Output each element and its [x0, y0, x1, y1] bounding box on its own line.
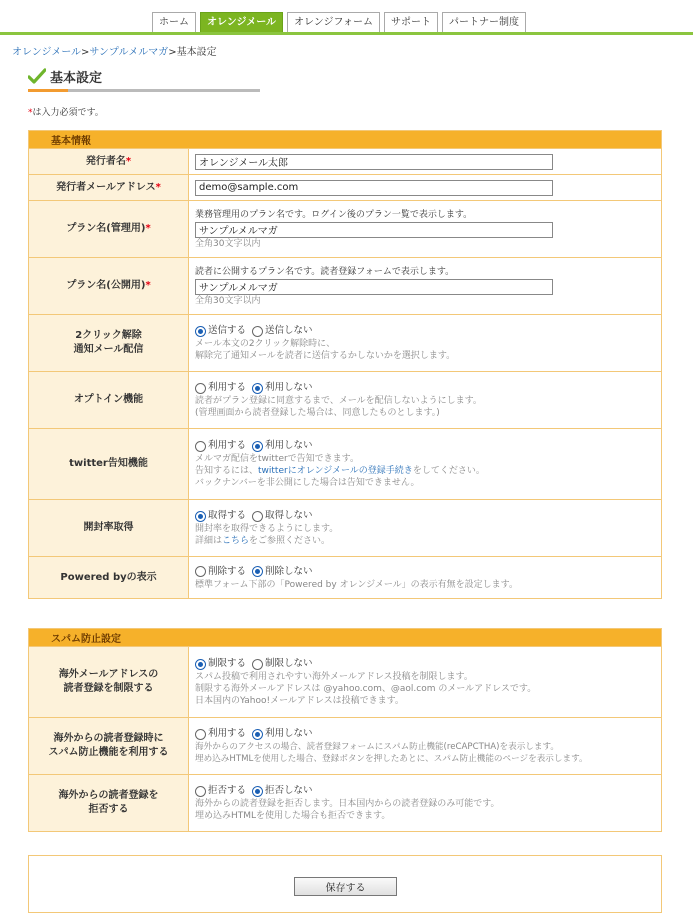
powered-delete-radio[interactable]: 削除する [195, 565, 246, 579]
plan-public-desc: 読者に公開するプラン名です。読者登録フォームで表示します。 [195, 266, 455, 277]
openrate-noget-radio[interactable]: 取得しない [252, 509, 313, 523]
overseas-noreject-radio[interactable]: 拒否しない [252, 784, 313, 798]
openrate-detail-link[interactable]: こちら [222, 536, 250, 546]
plan-public-hint: 全角30文字以内 [195, 295, 261, 306]
page-heading [28, 67, 260, 92]
twitter-nouse-radio[interactable]: 利用しない [252, 439, 313, 453]
nav-divider [0, 32, 693, 35]
breadcrumb-orange-mail[interactable]: オレンジメール [12, 47, 81, 58]
heading-underline [28, 89, 260, 92]
label-twoclick: 2クリック解除 通知メール配信 [29, 315, 189, 372]
twoclick-nosend-radio[interactable]: 送信しない [252, 324, 313, 338]
nav-tab-home[interactable]: ホーム [152, 12, 196, 32]
plan-admin-hint: 全角30文字以内 [195, 238, 261, 249]
breadcrumb-current: 基本設定 [176, 47, 217, 58]
required-mark: * [28, 108, 33, 118]
plan-public-input[interactable] [195, 279, 553, 295]
breadcrumb-separator: > [81, 47, 90, 58]
nav-tab-orange-form[interactable]: オレンジフォーム [287, 12, 380, 32]
required-note: *は入力必須です。 [28, 108, 104, 118]
top-nav [152, 12, 530, 32]
optin-nouse-radio[interactable]: 利用しない [252, 381, 313, 395]
plan-admin-desc: 業務管理用のプラン名です。ログイン後のプラン一覧で表示します。 [195, 209, 473, 220]
breadcrumb-separator: > [168, 47, 177, 58]
basic-info-table: 基本情報 発行者名* オレンジメール太郎 発行者メールアドレス* demo@sample.com プラン名(管理用)* 業務管理用のプラン名です。ログイン後のプラン一覧で表示します。 サンプルメルマガ 全角30文字以内 プラン名(公開用)* 読者に公開するプラン名です。読者登録フォームで表示します。 サンプルメルマガ 全角30文字以内 2クリック解除 通知メール配信 送信する 送信しない メール本文の2クリック解除時に、 解除完了通知メールを読者に送信するかしないかを選択します。 オプトイン機能 利用する 利用しない 読者がプラン登録に同意するまで、メールを配信しないようにします。 (管理画面から読者登録した場合は、同意したものとします。) twitter告知機能 利用する 利用しない メルマガ配信をtwitterで告知できます。 告知するには、twitterにオレンジメールの登録手続きをしてください。 バックナンバーを非公開にした場合は告知できません。 開封率取得 取得する 取得しない 開封率を取得できるようにします。 詳細はこちらをご参照ください。 Powered byの表示 削除する 削除しない 標準フォーム下部の「Powered by オレンジメール」の表示有無を設定します。 [28, 130, 662, 599]
optin-use-radio[interactable]: 利用する [195, 381, 246, 395]
section-title-spam: スパム防止設定 [29, 629, 662, 647]
overseas-addr-limit-radio[interactable]: 制限する [195, 657, 246, 671]
nav-tab-orange-mail[interactable]: オレンジメール [200, 12, 283, 32]
powered-nodelete-radio[interactable]: 削除しない [252, 565, 313, 579]
section-title-basic: 基本情報 [29, 131, 662, 149]
label-optin: オプトイン機能 [29, 372, 189, 429]
label-overseas-captcha: 海外からの読者登録時に スパム防止機能を利用する [29, 718, 189, 775]
nav-tab-partner[interactable]: パートナー制度 [442, 12, 526, 32]
save-area [28, 855, 662, 913]
publisher-name-input[interactable] [195, 154, 553, 170]
spam-settings-table: スパム防止設定 海外メールアドレスの 読者登録を制限する 制限する 制限しない スパム投稿で利用されやすい海外メールアドレス投稿を制限します。 制限する海外メールアドレスは @yahoo.com、@aol.com のメールアドレスです。 日本国内のYahoo!メールアドレスは投稿できます。 海外からの読者登録時に スパム防止機能を利用する 利用する 利用しない 海外からのアクセスの場合、読者登録フォームにスパム防止機能(reCAPCTHA)を表示します。 埋め込みHTMLを使用した場合、登録ボタンを押したあとに、スパム防止機能のページを表示します。 海外からの読者登録を 拒否する 拒否する 拒否しない 海外からの読者登録を拒否します。日本国内からの読者登録のみ可能です。 埋め込みHTMLを使用した場合も拒否できます。 [28, 628, 662, 832]
label-plan-admin: プラン名(管理用)* [29, 201, 189, 258]
overseas-captcha-use-radio[interactable]: 利用する [195, 727, 246, 741]
openrate-get-radio[interactable]: 取得する [195, 509, 246, 523]
label-overseas-addr: 海外メールアドレスの 読者登録を制限する [29, 647, 189, 718]
overseas-addr-nolimit-radio[interactable]: 制限しない [252, 657, 313, 671]
label-plan-public: プラン名(公開用)* [29, 258, 189, 315]
nav-tab-support[interactable]: サポート [384, 12, 438, 32]
check-icon [28, 68, 46, 84]
twitter-use-radio[interactable]: 利用する [195, 439, 246, 453]
twoclick-send-radio[interactable]: 送信する [195, 324, 246, 338]
label-overseas-reject: 海外からの読者登録を 拒否する [29, 775, 189, 832]
label-twitter: twitter告知機能 [29, 429, 189, 500]
label-openrate: 開封率取得 [29, 500, 189, 557]
label-publisher-email: 発行者メールアドレス* [29, 175, 189, 201]
overseas-reject-radio[interactable]: 拒否する [195, 784, 246, 798]
breadcrumb-sample-magazine[interactable]: サンプルメルマガ [89, 47, 169, 58]
page-title: 基本設定 [50, 71, 103, 86]
breadcrumb [12, 43, 217, 58]
twitter-register-link[interactable]: twitterにオレンジメールの登録手続き [258, 466, 413, 476]
label-publisher-name: 発行者名* [29, 149, 189, 175]
label-powered: Powered byの表示 [29, 557, 189, 599]
save-button[interactable]: 保存する [294, 877, 397, 896]
overseas-captcha-nouse-radio[interactable]: 利用しない [252, 727, 313, 741]
plan-admin-input[interactable] [195, 222, 553, 238]
publisher-email-input[interactable] [195, 180, 553, 196]
